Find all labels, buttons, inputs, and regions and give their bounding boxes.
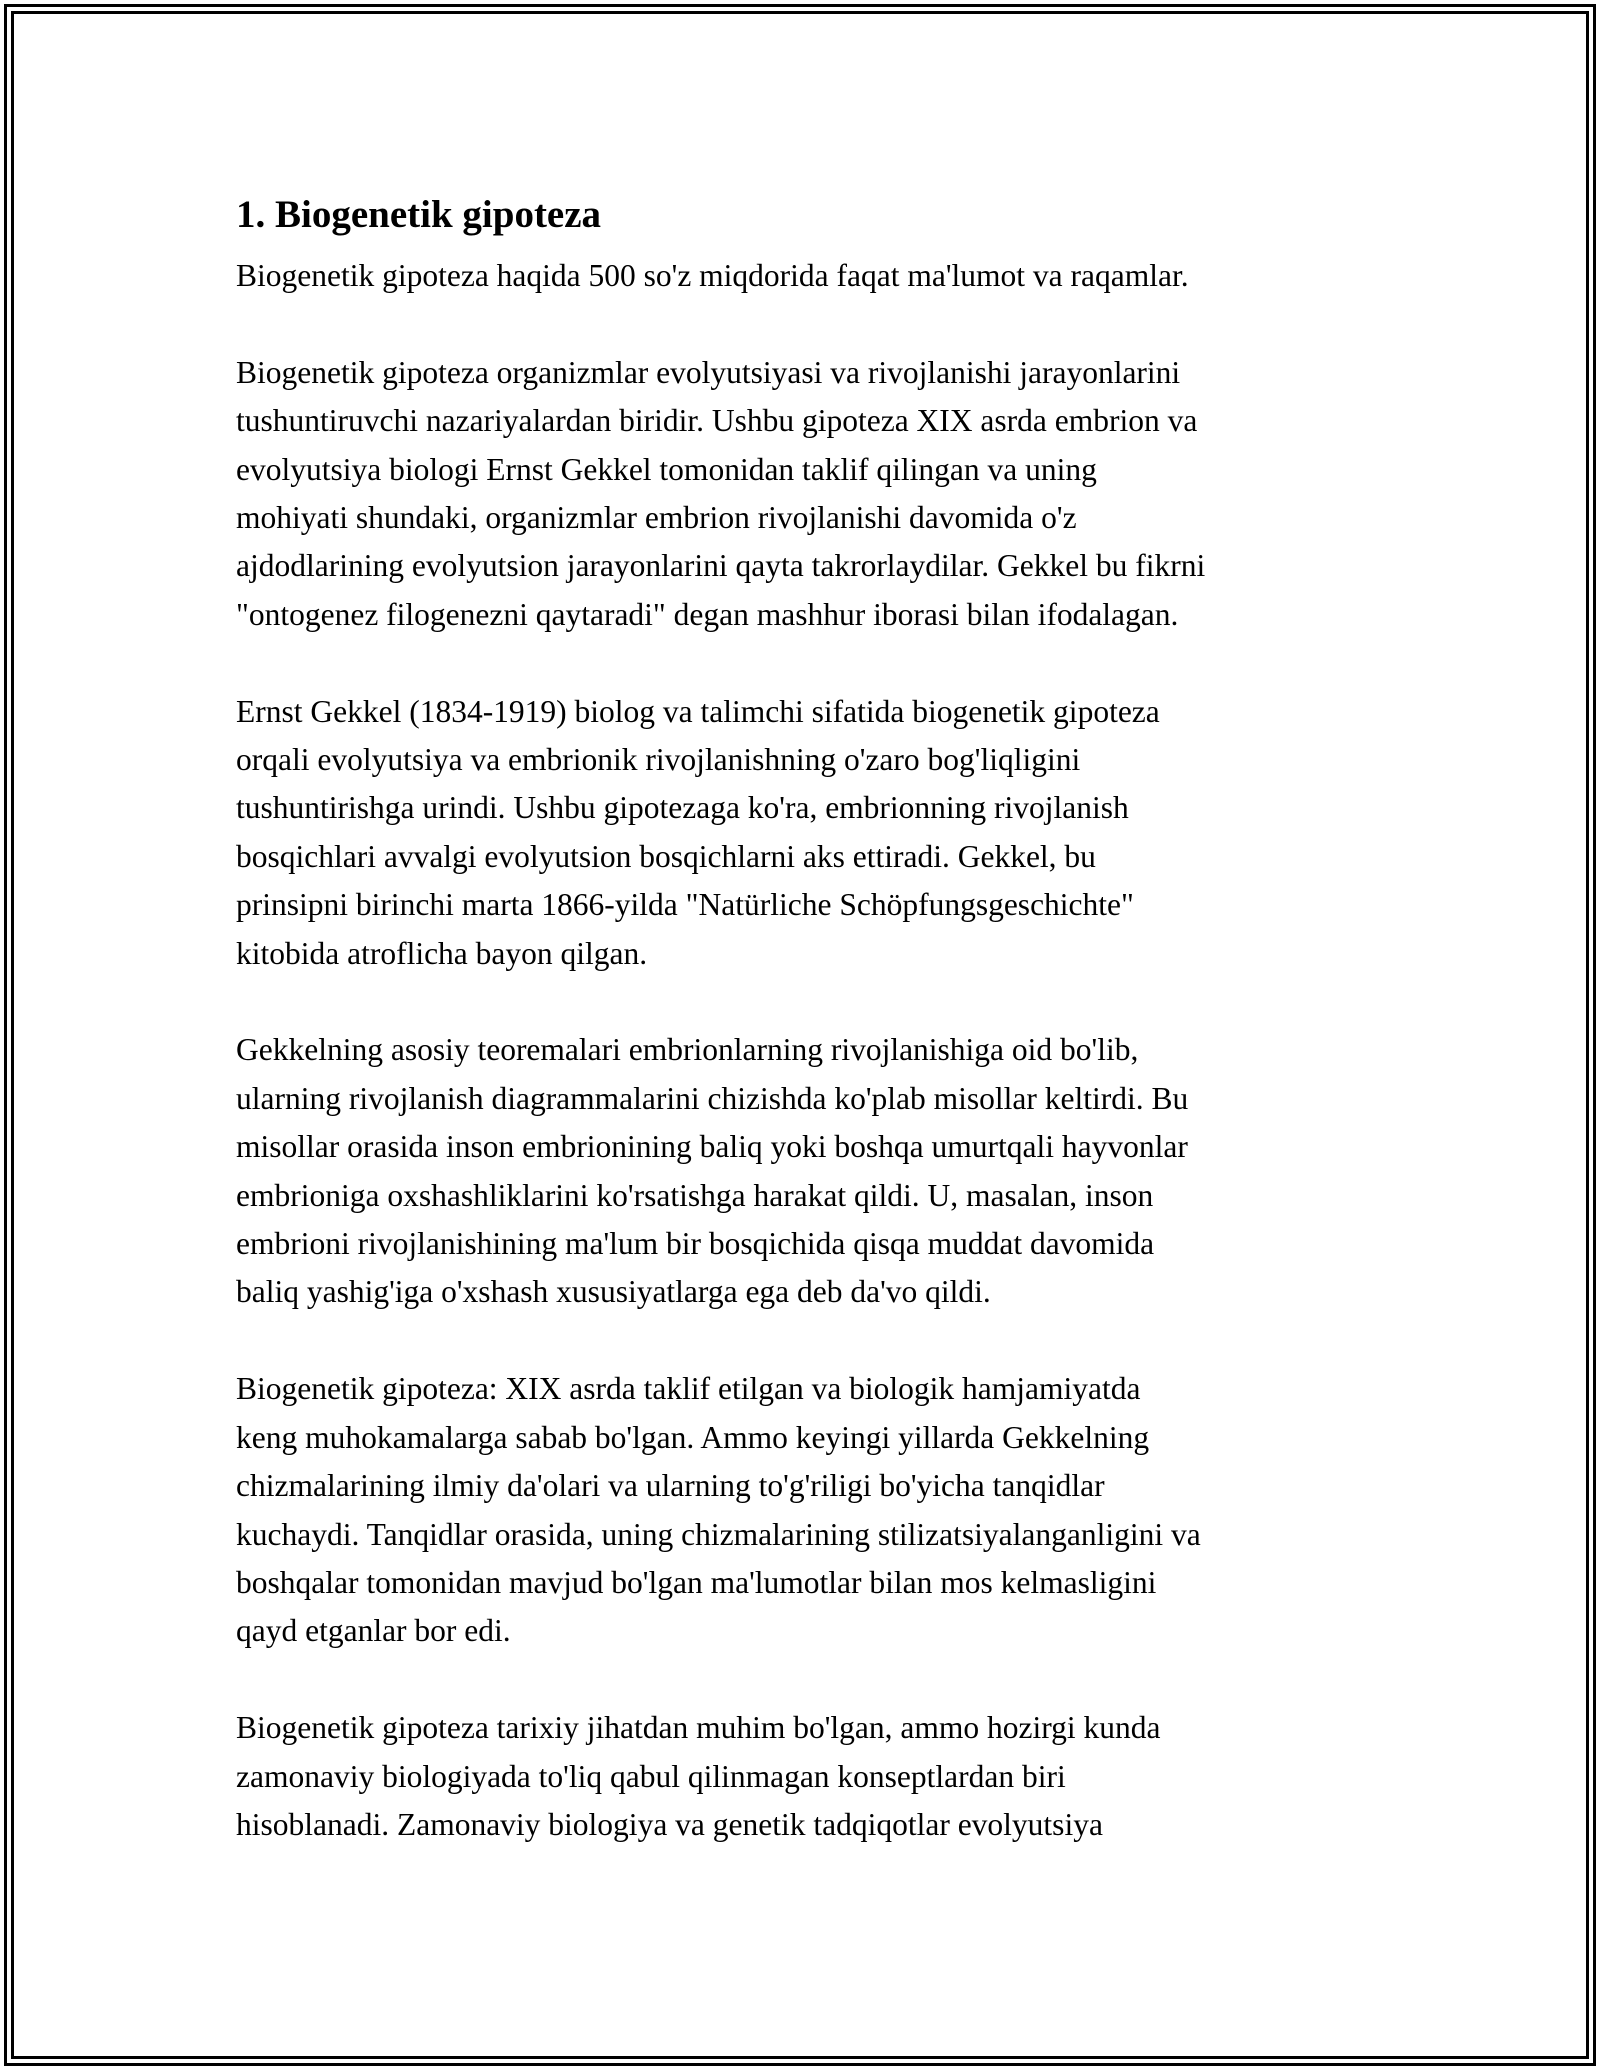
- document-body: [236, 184, 1386, 1849]
- body-paragraph: Biogenetik gipoteza tarixiy jihatdan muhim bo'lgan, ammo hozirgi kunda zamonaviy biologiyada to'liq qabul qilinmagan konseptlardan biri hisoblanadi. Zamonaviy biologiya va genetik tadqiqotlar evolyutsiya: [236, 1710, 1161, 1842]
- intro-paragraph: Biogenetik gipoteza haqida 500 so'z miqdorida faqat ma'lumot va raqamlar.: [236, 258, 1189, 293]
- body-paragraph: Biogenetik gipoteza: XIX asrda taklif etilgan va biologik hamjamiyatda keng muhokamalarga sabab bo'lgan. Ammo keyingi yillarda Gekkelning chizmalarining ilmiy da'olari va ularning to'g'riligi bo'yicha tanqidlar kuchaydi. Tanqidlar orasida, uning chizmalarining stilizatsiyalanganligini va boshqalar tomonidan mavjud bo'lgan ma'lumotlar bilan mos kelmasligini qayd etganlar bor edi.: [236, 1371, 1201, 1649]
- body-paragraph: Biogenetik gipoteza organizmlar evolyutsiyasi va rivojlanishi jarayonlarini tushuntiruvchi nazariyalardan biridir. Ushbu gipoteza XIX asrda embrion va evolyutsiya biologi Ernst Gekkel tomonidan taklif qilingan va uning mohiyati shundaki, organizmlar embrion rivojlanishi davomida o'z ajdodlarining evolyutsion jarayonlarini qayta takrorlaydilar. Gekkel bu fikrni "ontogenez filogenezni qaytaradi" degan mashhur iborasi bilan ifodalagan.: [236, 354, 1206, 632]
- section-heading: 1. Biogenetik gipoteza: [236, 193, 602, 236]
- body-paragraph: Gekkelning asosiy teoremalari embrionlarning rivojlanishiga oid bo'lib, ularning rivojlanish diagrammalarini chizishda ko'plab misollar keltirdi. Bu misollar orasida inson embrionining baliq yoki boshqa umurtqali hayvonlar embrioniga oxshashliklarini ko'rsatishga harakat qildi. U, masalan, inson embrioni rivojlanishining ma'lum bir bosqichida qisqa muddat davomida baliq yashig'iga o'xshash xususiyatlarga ega deb da'vo qildi.: [236, 1032, 1189, 1310]
- body-paragraph: Ernst Gekkel (1834-1919) biolog va talimchi sifatida biogenetik gipoteza orqali evolyutsiya va embrionik rivojlanishning o'zaro bog'liqligini tushuntirishga urindi. Ushbu gipotezaga ko'ra, embrionning rivojlanish bosqichlari avvalgi evolyutsion bosqichlarni aks ettiradi. Gekkel, bu prinsipni birinchi marta 1866-yilda "Natürliche Schöpfungsgeschichte" kitobida atroflicha bayon qilgan.: [236, 693, 1160, 971]
